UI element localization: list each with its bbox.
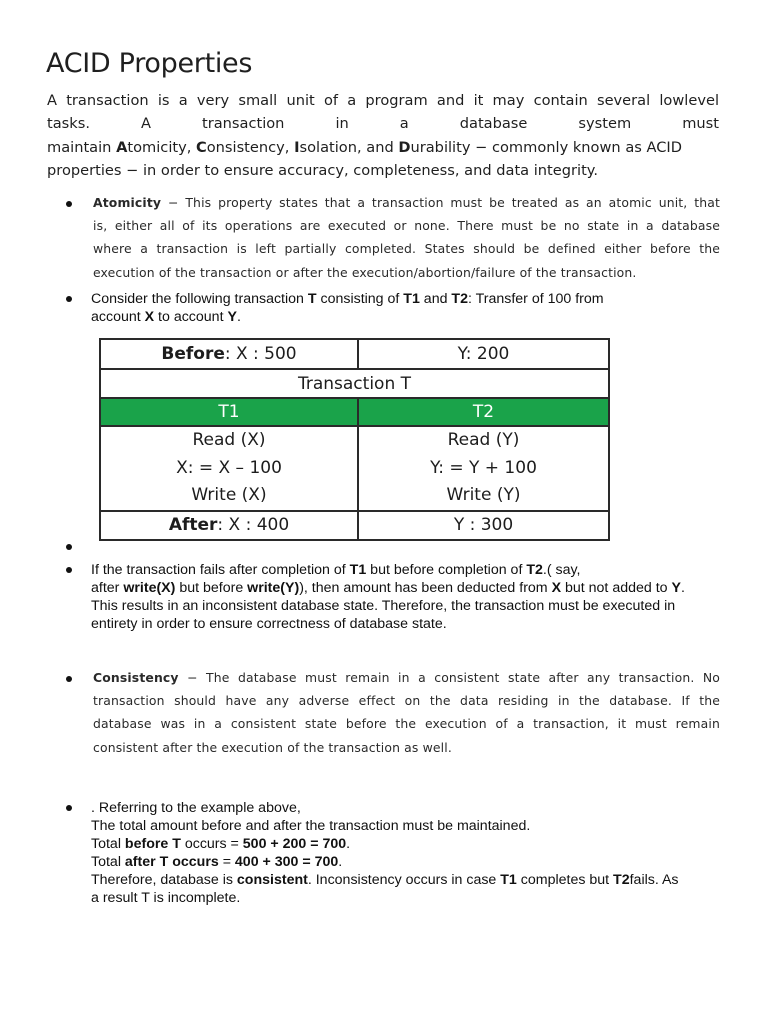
referring-line-6: a result T is incomplete. (91, 890, 241, 906)
atomicity-line-1: Atomicity − This property states that a transaction must be treated as an atomic unit, that (93, 195, 720, 210)
atomicity-line-4: execution of the transaction or after the execution/abortion/failure of the transaction. (93, 264, 637, 280)
failure-line-2: after write(X) but before write(Y)), then amount has been deducted from X but not added to Y. (91, 580, 685, 596)
intro-paragraph (47, 89, 719, 183)
bullet-icon (66, 567, 72, 573)
atomicity-term: Atomicity (93, 195, 162, 210)
t1-op: X: = X – 100 (176, 457, 282, 478)
example-paragraph (91, 290, 731, 326)
referring-line-1: . Referring to the example above, (91, 800, 301, 816)
table-row (100, 426, 609, 511)
intro-line-1: A transaction is a very small unit of a program and it may contain several lowlevel (47, 92, 719, 109)
table-row (100, 339, 609, 369)
t2-op: Write (Y) (446, 485, 521, 505)
example-line-2: account X to account Y. (91, 309, 241, 325)
transaction-table (99, 338, 610, 541)
bullet-icon (66, 201, 72, 207)
atomicity-line-2: is, either all of its operations are executed or none. There must be no state in a database (93, 218, 720, 234)
referring-paragraph (91, 799, 731, 907)
atomicity-line-3: where a transaction is left partially completed. States should be defined either before the (93, 241, 720, 257)
atomicity-paragraph (93, 191, 720, 284)
failure-paragraph (91, 561, 731, 633)
t2-op: Y: = Y + 100 (430, 457, 537, 478)
referring-line-4: Total after T occurs = 400 + 300 = 700. (91, 854, 343, 870)
failure-line-3: This results in an inconsistent database state. Therefore, the transaction must be executed in (91, 598, 676, 614)
t2-op: Read (Y) (447, 430, 520, 450)
table-row (100, 369, 609, 398)
example-line-1: Consider the following transaction T consisting of T1 and T2: Transfer of 100 from (91, 291, 604, 307)
after-x-cell: After: X : 400 (100, 511, 358, 540)
transaction-label-cell: Transaction T (100, 369, 609, 398)
failure-line-4: entirety in order to ensure correctness of database state. (91, 616, 447, 632)
t1-op: Write (X) (191, 485, 267, 505)
consistency-line-3: database was in a consistent state before the execution of a transaction, it must remain (93, 716, 720, 732)
page-title: ACID Properties (46, 48, 253, 79)
consistency-paragraph (93, 666, 720, 759)
table-row (100, 511, 609, 540)
bullet-icon (66, 544, 72, 550)
consistency-line-4: consistent after the execution of the transaction as well. (93, 739, 452, 755)
table-header-row (100, 398, 609, 426)
intro-line-3: maintain Atomicity, Consistency, Isolation, and Durability − commonly known as ACID (47, 138, 682, 156)
column-header-t2: T2 (358, 398, 609, 426)
t2-operations-cell (358, 426, 609, 511)
before-y-cell: Y: 200 (358, 339, 609, 369)
column-header-t1: T1 (100, 398, 358, 426)
referring-line-2: The total amount before and after the transaction must be maintained. (91, 818, 531, 834)
bullet-icon (66, 676, 72, 682)
consistency-term: Consistency (93, 670, 179, 685)
bullet-icon (66, 296, 72, 302)
before-x-cell: Before: X : 500 (100, 339, 358, 369)
consistency-line-1: Consistency − The database must remain in a consistent state after any transaction. No (93, 670, 720, 685)
referring-line-3: Total before T occurs = 500 + 200 = 700. (91, 836, 351, 852)
consistency-line-2: transaction should have any adverse effect on the data residing in the database. If the (93, 693, 720, 709)
intro-line-4: properties − in order to ensure accuracy, completeness, and data integrity. (47, 162, 598, 180)
t1-operations-cell (100, 426, 358, 511)
intro-line-2: tasks. A transaction in a database system must (47, 115, 719, 133)
after-y-cell: Y : 300 (358, 511, 609, 540)
failure-line-1: If the transaction fails after completion of T1 but before completion of T2.( say, (91, 562, 581, 578)
bullet-icon (66, 805, 72, 811)
t1-op: Read (X) (192, 430, 266, 450)
referring-line-5: Therefore, database is consistent. Inconsistency occurs in case T1 completes but T2fails. As (91, 872, 679, 888)
